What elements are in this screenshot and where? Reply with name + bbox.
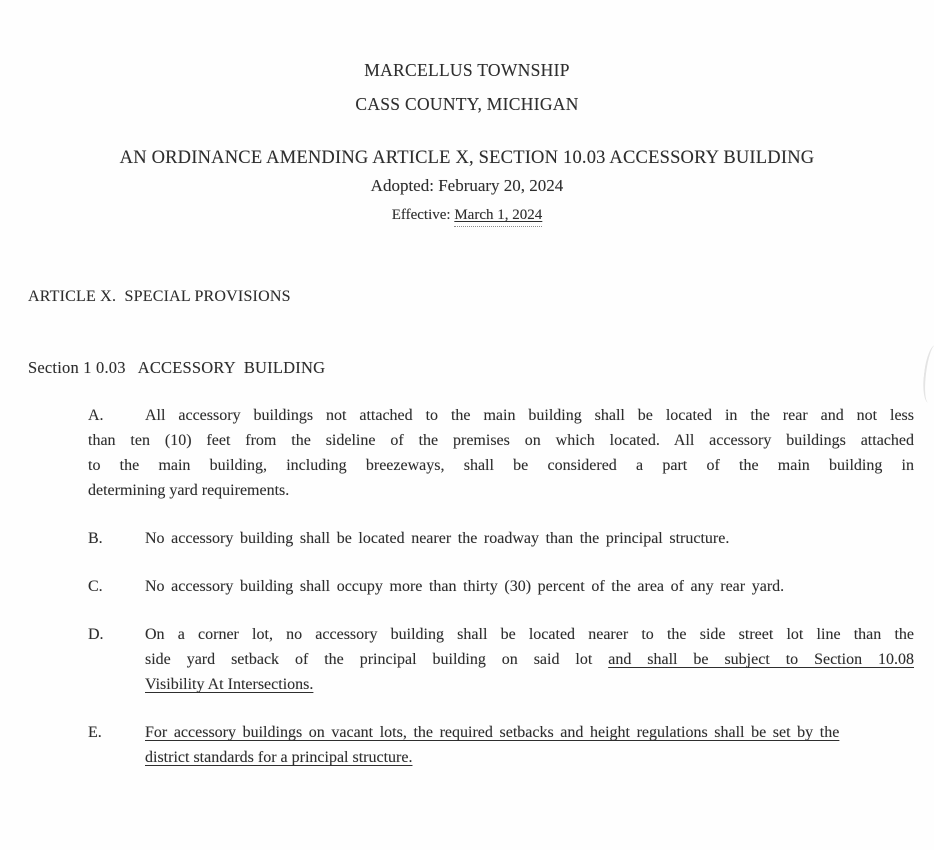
items-list [88,403,914,793]
item-label: E. [88,724,102,741]
underlined-text: district standards for a principal structure. [145,749,413,766]
underlined-text: and shall be subject to Section 10.08 [608,651,914,668]
item-line [88,403,914,428]
item-line [88,428,914,453]
ordinance-title: AN ORDINANCE AMENDING ARTICLE X, SECTION 10.03 ACCESSORY BUILDING [119,148,815,168]
effective-date: March 1, 2024 [454,207,542,227]
ordinance-item-b [88,526,914,551]
item-text: All accessory buildings not attached to the main building shall be located in the rear and not less [145,407,914,424]
item-label: D. [88,626,104,643]
ordinance-item-c [88,574,914,599]
ordinance-item-e [88,720,914,770]
item-text: to the main building, including breezeways, shall be considered a part of the main building in [88,457,914,474]
item-line [88,622,914,647]
effective-date-line [0,206,934,224]
item-text: determining yard requirements. [88,482,290,499]
county-title: CASS COUNTY, MICHIGAN [355,94,579,114]
item-text: No accessory building shall occupy more than thirty (30) percent of the area of any rear yard. [145,578,785,595]
ordinance-item-d [88,622,914,697]
article-heading: ARTICLE X. SPECIAL PROVISIONS [28,288,291,305]
item-label: B. [88,530,103,547]
item-text: On a corner lot, no accessory building shall be located nearer to the side street lot line than the [145,626,914,643]
effective-label: Effective: [391,207,455,223]
item-text: than ten (10) feet from the sideline of the premises on which located. All accessory buildings attached [88,432,914,449]
underlined-text: For accessory buildings on vacant lots, the required setbacks and height regulations shall be set by the [145,724,840,741]
adopted-date-line: Adopted: February 20, 2024 [370,176,564,195]
scan-artifact [921,344,934,404]
item-line [88,745,914,770]
item-line [88,647,914,672]
item-line [88,574,914,599]
item-line [88,720,914,745]
item-label: A. [88,407,104,424]
item-label: C. [88,578,103,595]
section-heading: Section 1 0.03 ACCESSORY BUILDING [28,358,326,377]
item-text: No accessory building shall be located nearer the roadway than the principal structure. [145,530,730,547]
township-title: MARCELLUS TOWNSHIP [364,60,570,80]
item-line [88,526,914,551]
item-line [88,478,914,503]
item-line [88,453,914,478]
item-line [88,672,914,697]
underlined-text: Visibility At Intersections. [145,676,314,693]
ordinance-item-a [88,403,914,503]
item-text: side yard setback of the principal building on said lot [145,651,609,668]
